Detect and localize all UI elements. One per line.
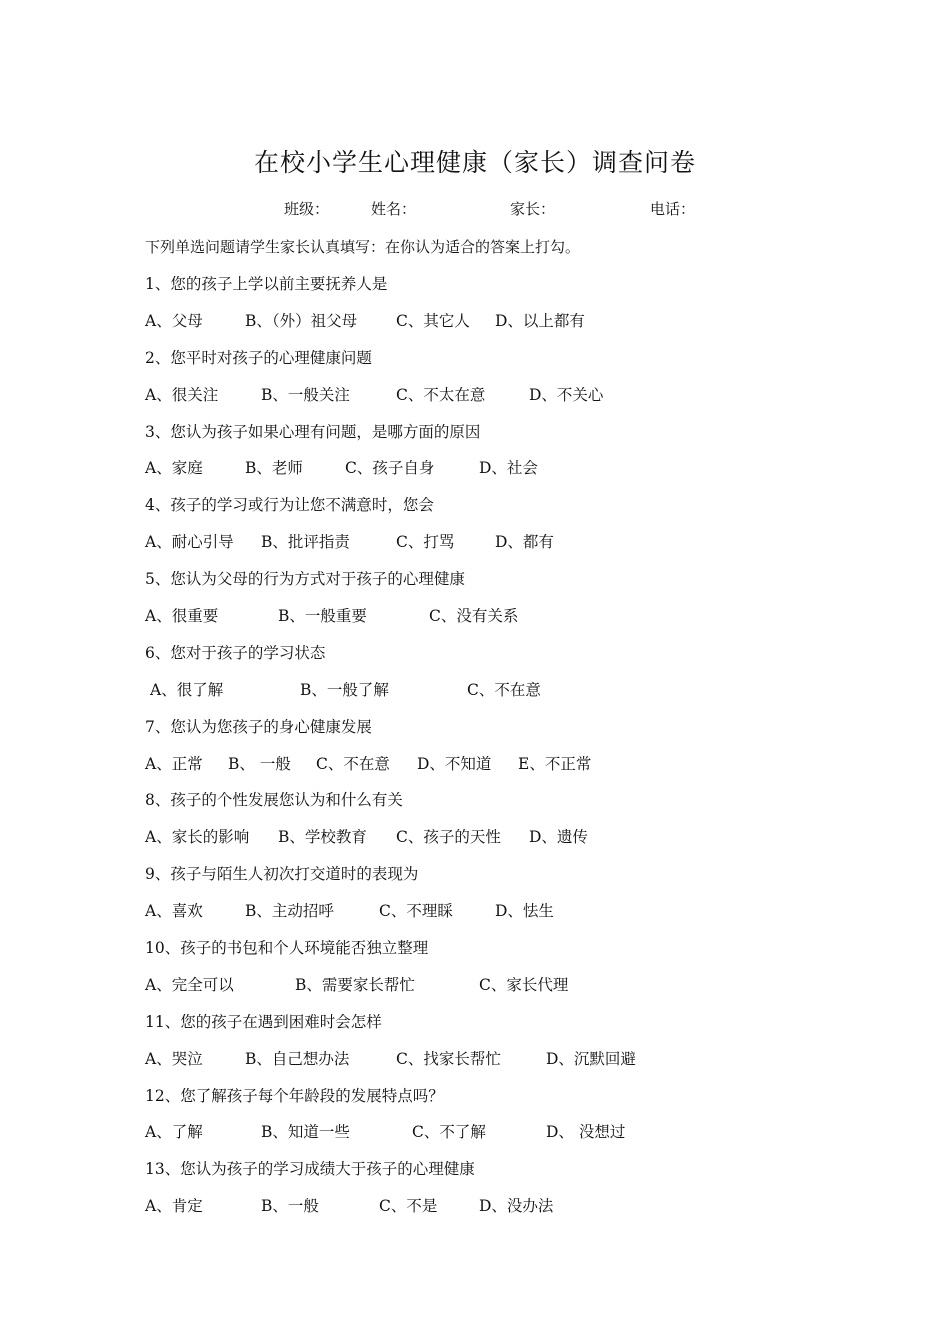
- answer-option[interactable]: B、知道一些: [261, 1123, 350, 1142]
- options-row: [145, 1118, 905, 1155]
- answer-option[interactable]: A、父母: [145, 311, 203, 330]
- question-text: 8、孩子的个性发展您认为和什么有关: [145, 791, 403, 810]
- question-text: 11、您的孩子在遇到困难时会怎样: [145, 1012, 382, 1031]
- answer-option[interactable]: B、自己想办法: [245, 1049, 350, 1068]
- options-row: [145, 528, 905, 565]
- answer-option[interactable]: D、不知道: [417, 754, 492, 773]
- answer-option[interactable]: A、肯定: [145, 1197, 203, 1216]
- answer-option[interactable]: A、正常: [145, 754, 203, 773]
- options-row: [145, 381, 905, 418]
- answer-option[interactable]: C、孩子的天性: [396, 828, 501, 847]
- answer-option[interactable]: C、找家长帮忙: [396, 1049, 501, 1068]
- name-label: 姓名：: [371, 200, 417, 218]
- answer-option[interactable]: B、老师: [245, 459, 303, 478]
- answer-option[interactable]: B、（外）祖父母: [245, 311, 358, 330]
- question-text: 5、您认为父母的行为方式对于孩子的心理健康: [145, 570, 465, 589]
- answer-option[interactable]: C、打骂: [396, 533, 455, 552]
- answer-option[interactable]: A、完全可以: [145, 975, 234, 994]
- answer-option[interactable]: B、学校教育: [278, 828, 367, 847]
- answer-option[interactable]: C、家长代理: [479, 975, 569, 994]
- answer-option[interactable]: B、主动招呼: [245, 902, 334, 921]
- answer-option[interactable]: B、批评指责: [261, 533, 350, 552]
- answer-option[interactable]: B、一般重要: [278, 607, 367, 626]
- answer-option[interactable]: D、都有: [495, 533, 554, 552]
- question-text: 1、您的孩子上学以前主要抚养人是: [145, 275, 388, 293]
- answer-option[interactable]: A、很了解: [150, 680, 224, 699]
- answer-option[interactable]: A、家长的影响: [145, 828, 250, 847]
- answer-option[interactable]: B、一般: [261, 1197, 319, 1216]
- options-row: [145, 1192, 905, 1229]
- answer-option[interactable]: B、一般了解: [300, 680, 389, 699]
- answer-option[interactable]: D、以上都有: [495, 311, 585, 330]
- answer-option[interactable]: A、很重要: [145, 607, 219, 626]
- parent-label: 家长：: [510, 200, 556, 218]
- answer-option[interactable]: A、了解: [145, 1123, 203, 1142]
- answer-option[interactable]: C、其它人: [396, 311, 470, 330]
- question-list: [145, 270, 905, 1229]
- answer-option[interactable]: C、不是: [379, 1197, 438, 1216]
- answer-option[interactable]: C、不在意: [316, 754, 390, 773]
- question-text: 12、您了解孩子每个年龄段的发展特点吗？: [145, 1086, 444, 1105]
- answer-option[interactable]: D、沉默回避: [546, 1049, 636, 1068]
- options-row: [145, 676, 905, 713]
- answer-option[interactable]: A、家庭: [145, 459, 203, 478]
- answer-option[interactable]: B、一般关注: [261, 385, 350, 404]
- answer-option[interactable]: C、不太在意: [396, 385, 486, 404]
- options-row: [145, 897, 905, 934]
- answer-option[interactable]: E、不正常: [518, 754, 592, 773]
- answer-option[interactable]: C、孩子自身: [345, 459, 435, 478]
- page-title: 在校小学生心理健康（家长）调查问卷: [253, 148, 696, 177]
- answer-option[interactable]: C、不了解: [412, 1123, 486, 1142]
- answer-option[interactable]: A、哭泣: [145, 1049, 203, 1068]
- options-row: [145, 454, 905, 491]
- options-row: [145, 1045, 905, 1082]
- answer-option[interactable]: A、喜欢: [145, 902, 203, 921]
- answer-option[interactable]: C、不理睬: [379, 902, 453, 921]
- answer-option[interactable]: B、需要家长帮忙: [295, 975, 415, 994]
- question-text: 2、您平时对孩子的心理健康问题: [145, 348, 372, 367]
- answer-option[interactable]: B、 一般: [228, 754, 291, 773]
- intro-text: 下列单选问题请学生家长认真填写：在你认为适合的答案上打勾。: [145, 238, 581, 256]
- question-text: 7、您认为您孩子的身心健康发展: [145, 717, 372, 736]
- options-row: [145, 971, 905, 1008]
- options-row: [145, 307, 905, 344]
- question-text: 3、您认为孩子如果心理有问题，是哪方面的原因: [145, 422, 481, 441]
- answer-option[interactable]: D、不关心: [529, 385, 604, 404]
- phone-label: 电话：: [650, 200, 696, 218]
- answer-option[interactable]: D、怯生: [495, 902, 554, 921]
- question-text: 10、孩子的书包和个人环境能否独立整理: [145, 939, 429, 958]
- options-row: [145, 602, 905, 639]
- answer-option[interactable]: C、没有关系: [429, 607, 519, 626]
- question-text: 13、您认为孩子的学习成绩大于孩子的心理健康: [145, 1160, 475, 1179]
- answer-option[interactable]: A、很关注: [145, 385, 219, 404]
- answer-option[interactable]: D、遗传: [529, 828, 588, 847]
- info-line: [0, 198, 950, 222]
- class-label: 班级：: [284, 200, 330, 218]
- answer-option[interactable]: C、不在意: [467, 680, 541, 699]
- question-text: 4、孩子的学习或行为让您不满意时，您会: [145, 496, 434, 515]
- answer-option[interactable]: D、 没想过: [546, 1123, 626, 1142]
- options-row: [145, 750, 905, 787]
- answer-option[interactable]: D、社会: [479, 459, 538, 478]
- question-text: 6、您对于孩子的学习状态: [145, 643, 326, 662]
- question-text: 9、孩子与陌生人初次打交道时的表现为: [145, 865, 419, 884]
- options-row: [145, 823, 905, 860]
- answer-option[interactable]: D、没办法: [479, 1197, 554, 1216]
- answer-option[interactable]: A、耐心引导: [145, 533, 234, 552]
